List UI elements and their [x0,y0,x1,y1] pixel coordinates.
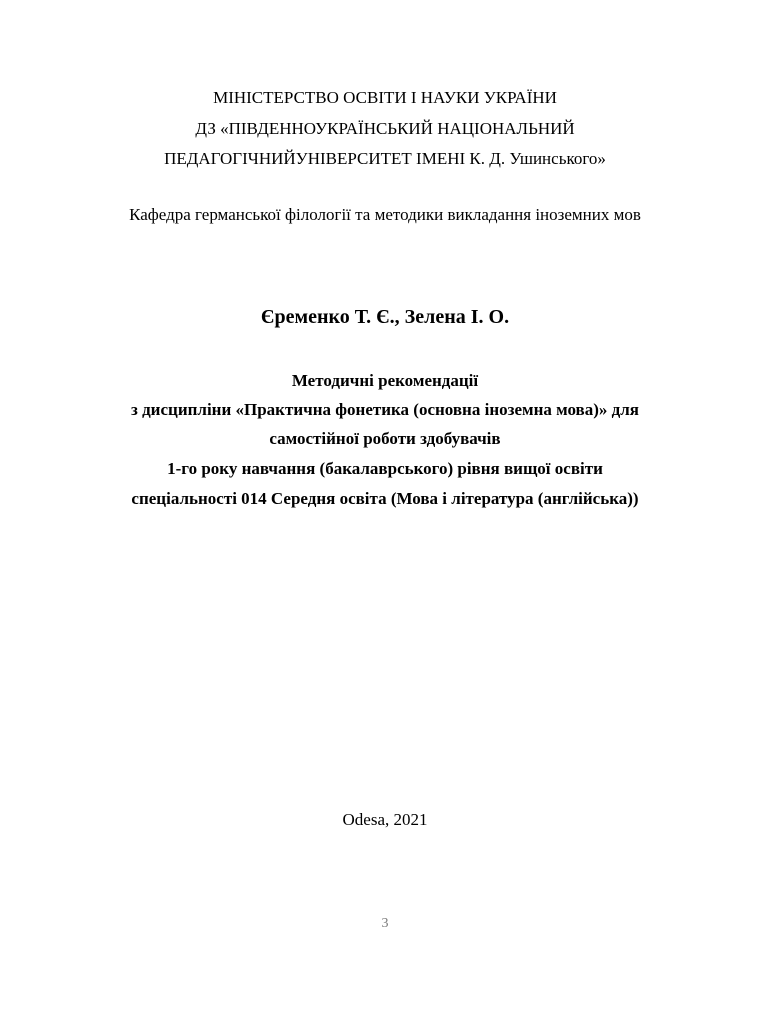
title-line-5: спеціальності 014 Середня освіта (Мова і література (англійська)) [131,489,639,508]
university-name-line-2: ПЕДАГОГІЧНИЙУНІВЕРСИТЕТ ІМЕНІ К. Д. Ушинського» [164,149,606,168]
title-line-1: Методичні рекомендації [291,371,479,390]
university-name-line-1: ДЗ «ПІВДЕННОУКРАЇНСЬКИЙ НАЦІОНАЛЬНИЙ [195,119,575,138]
department-name: Кафедра германської філології та методики викладання іноземних мов [129,205,641,224]
place-year: Odesa, 2021 [342,810,428,829]
page-number: 3 [381,916,389,931]
ministry-heading: МІНІСТЕРСТВО ОСВІТИ І НАУКИ УКРАЇНИ [213,88,557,107]
title-line-4: 1-го року навчання (бакалаврського) рівня вищої освіти [167,459,603,478]
title-line-2: з дисципліни «Практична фонетика (основна іноземна мова)» для [131,400,639,419]
title-line-3: самостійної роботи здобувачів [269,429,501,448]
authors: Єременко Т. Є., Зелена І. О. [260,306,510,328]
